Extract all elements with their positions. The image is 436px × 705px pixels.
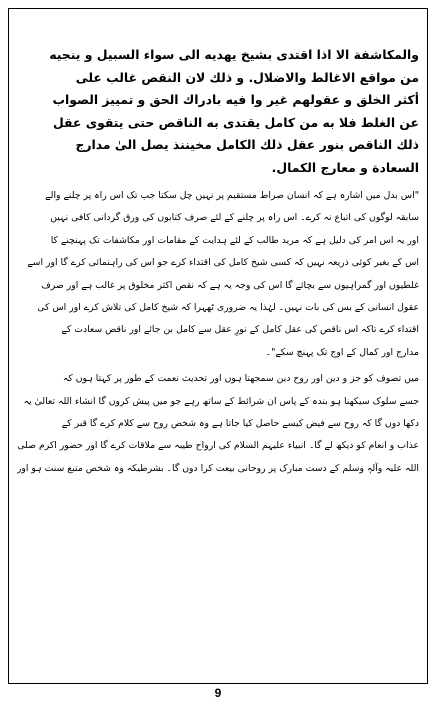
page-number: 9 xyxy=(214,686,222,700)
urdu-paragraph-translation xyxy=(17,185,419,364)
text-line: اقتداء کرے تاکہ اس ناقص کی عقل کامل کے نورِ عقل سے کامل بن جائے اور ناقص سعادت کے xyxy=(61,324,419,336)
text-line: میں تصوف کو جز و دین اور روح دین سمجھتا ہوں اور تحدیث نعمت کے طور پر کہتا ہوں کہ xyxy=(62,373,419,385)
arabic-paragraph xyxy=(17,44,419,179)
text-line: اس کے بغیر کوئی ذریعہ نہیں کہ کسی شیخ کامل کی اقتداء کرے جو اس کی راہنمائی کرے گا اور اسے xyxy=(27,257,419,269)
text-line: والمكاشفة الا اذا اقتدى بشيخ يهديه الى سواء السبيل و ينجيه xyxy=(49,47,419,62)
text-line: ذلك الناقص بنور عقل ذلك الكامل مخيننذ يصل الىٰ مدارج xyxy=(75,137,419,152)
text-line: "اس بدل میں اشارہ ہے کہ انسان صراط مستقیم پر نہیں چل سکتا جب تک اس راہ پر چلنے والے xyxy=(45,190,419,201)
page-body xyxy=(17,44,419,484)
text-line: اللہ علیہ وآلہٖ وسلم کے دست مبارک پر روحانی بیعت کرا دوں گا۔ بشرطیکہ وہ شخص متبع سنت ہو اور xyxy=(17,462,419,474)
text-line: دکھا دوں گا کہ روح سے فیض کیسے حاصل کیا جاتا ہے وہ شخص روح سے کلام کرے گا قبر کے xyxy=(61,418,419,430)
text-line: من مواقع الاغالط والاضلال. و ذلك لان النقص غالب على xyxy=(75,69,419,85)
text-line: غلطیوں اور گمراہیوں سے بچائے گا اس کی وجہ یہ ہے کہ نقص اکثر مخلوق پر غالب ہے اور صرف xyxy=(41,279,419,291)
text-line: أكثر الخلق و عقولهم غير وا فيه بادراك الحق و تمييز الصواب xyxy=(52,92,419,107)
text-line: سابقہ لوگوں کی اتباع نہ کرے۔ اس راہ پر چلنے کے لئے صرف کتابوں کی ورق گردانی کافی نہیں xyxy=(50,212,419,224)
text-line: السعادة و معارج الكمال. xyxy=(271,159,419,175)
urdu-paragraph-author xyxy=(17,368,419,480)
text-line: مدارج اور کمال کے اوج تک پہنچ سکے"۔ xyxy=(265,346,419,358)
text-line: عن الغلط فلا به من كامل يقتدى به الناقص حتى يتقوى عقل xyxy=(52,114,419,130)
text-line: اور یہ اس امر کی دلیل ہے کہ مرید طالب کے لئے ہدایت کے مقامات اور مکاشفات تک پہنچنے کا xyxy=(50,234,419,246)
text-line: عقول انسانی کے بس کی بات نہیں۔ لہٰذا یہ ضروری ٹھہرا کہ شیخ کامل کی تلاش کرے اور اس کی xyxy=(37,302,419,314)
text-line: عذاب و انعام کو دیکھ لے گا۔ انبیاء علیہم السلام کی ارواح طیبہ سے ملاقات کرے گا اور حضور اکرم صلی xyxy=(17,440,419,452)
text-line: جسے سلوک سیکھنا ہو بندہ کے پاس ان شرائط کے ساتھ رہے جو میں پیش کروں گا انشاء اللہ تعالیٰ یہ xyxy=(23,395,419,407)
